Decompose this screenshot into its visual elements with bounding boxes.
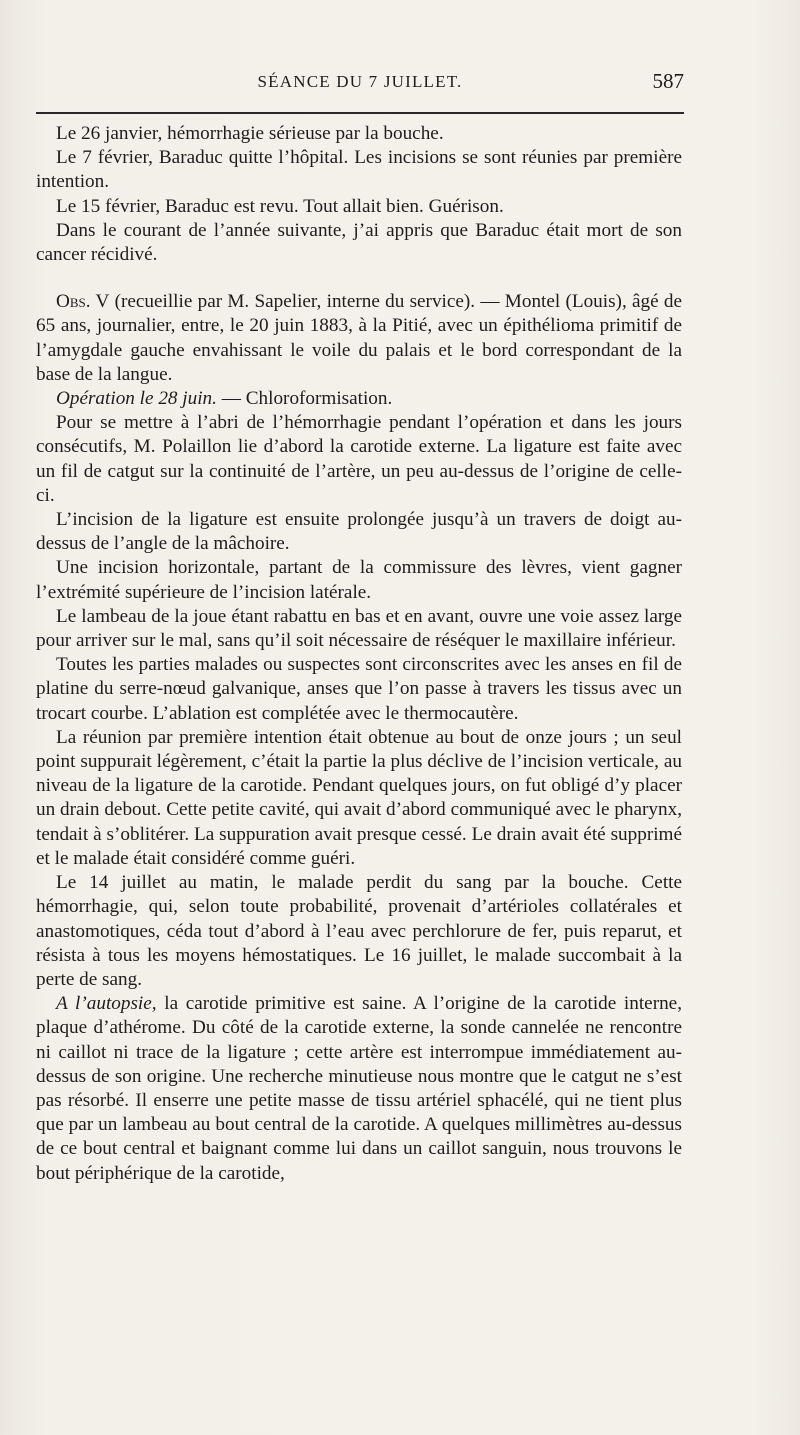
paragraph: Toutes les parties malades ou suspectes sont circonscrites avec les anses en fil de platine du serre-nœud galvanique, anses que l’on passe à travers les tissus avec un trocart courbe. L’ablation est complétée avec le thermocautère. bbox=[36, 654, 682, 724]
operation-paragraph bbox=[36, 387, 682, 411]
observation-text: (recueillie par M. Sapelier, interne du service). — Montel (Louis), âgé de 65 ans, journalier, entre, le 20 juin 1883, à la Pitié, avec un épithélioma primitif de l’amygdale gauche envahissant le voile du palais et le bord correspondant de la base de la langue. bbox=[36, 291, 682, 385]
paragraph: La réunion par première intention était obtenue au bout de onze jours ; un seul point suppurait légèrement, c’était la partie la plus déclive de l’incision verticale, au niveau de la ligature de la carotide. Pendant quelques jours, on fut obligé d’y placer un drain debout. Cette petite cavité, qui avait d’abord communiqué avec le pharynx, tendait à s’oblitérer. La suppuration avait presque cessé. Le drain avait été supprimé et le malade était considéré comme guéri. bbox=[36, 726, 682, 869]
paragraph: Le 14 juillet au matin, le malade perdit du sang par la bouche. Cette hémorrhagie, qui, selon toute probabilité, provenait d’artérioles collatérales et anastomotiques, céda tout d’abord à l’eau avec perchlorure de fer, puis reparut, et résista à tous les moyens hémostatiques. Le 16 juillet, le malade succombait à la perte de sang. bbox=[36, 872, 682, 990]
header-rule bbox=[36, 112, 684, 114]
running-title: SÉANCE DU 7 JUILLET. bbox=[257, 72, 463, 91]
paragraph: Dans le courant de l’année suivante, j’ai appris que Baraduc était mort de son cancer récidivé. bbox=[36, 219, 682, 266]
observation-label: Obs. V bbox=[56, 291, 110, 313]
autopsy-paragraph bbox=[36, 992, 682, 1186]
paragraph: Une incision horizontale, partant de la commissure des lèvres, vient gagner l’extrémité supérieure de l’incision latérale. bbox=[36, 557, 682, 603]
paragraph: Le lambeau de la joue étant rabattu en bas et en avant, ouvre une voie assez large pour arriver sur le mal, sans qu’il soit nécessaire de réséquer le maxillaire inférieur. bbox=[36, 605, 682, 652]
paragraph: Le 26 janvier, hémorrhagie sérieuse par la bouche. bbox=[56, 123, 444, 144]
observation-paragraph bbox=[36, 290, 682, 387]
page-header bbox=[36, 66, 684, 98]
operation-text: — Chloroformisation. bbox=[216, 388, 393, 410]
body-text bbox=[36, 122, 682, 1186]
paragraph: L’incision de la ligature est ensuite prolongée jusqu’à un travers de doigt au-dessus de l’angle de la mâchoire. bbox=[36, 509, 682, 555]
autopsy-heading: A l’autopsie, bbox=[56, 993, 157, 1015]
paragraph: Le 7 février, Baraduc quitte l’hôpital. Les incisions se sont réunies par première intention. bbox=[36, 147, 682, 193]
paragraph: Le 15 février, Baraduc est revu. Tout allait bien. Guérison. bbox=[56, 195, 504, 217]
paragraph: Pour se mettre à l’abri de l’hémorrhagie pendant l’opération et dans les jours consécutifs, M. Polaillon lie d’abord la carotide externe. La ligature est faite avec un fil de catgut sur la continuité de l’artère, un peu au-dessus de l’origine de celle-ci. bbox=[36, 412, 682, 506]
page-number: 587 bbox=[652, 69, 684, 93]
operation-heading: Opération le 28 juin. bbox=[56, 388, 217, 410]
autopsy-text: la carotide primitive est saine. A l’origine de la carotide interne, plaque d’athérome. Du côté de la carotide externe, la sonde cannelée ne rencontre ni caillot ni trace de la ligature ; cette artère est interrompue immédiatement au-dessus de son origine. Une recherche minutieuse nous montre que le catgut ne s’est pas résorbé. Il enserre une petite masse de tissu artériel sphacélé, qui ne tient plus que par un lambeau au bout central de la carotide. A quelques millimètres au-dessus de ce bout central et baignant comme lui dans un caillot sanguin, nous trouvons le bout périphérique de la carotide, bbox=[36, 993, 682, 1184]
